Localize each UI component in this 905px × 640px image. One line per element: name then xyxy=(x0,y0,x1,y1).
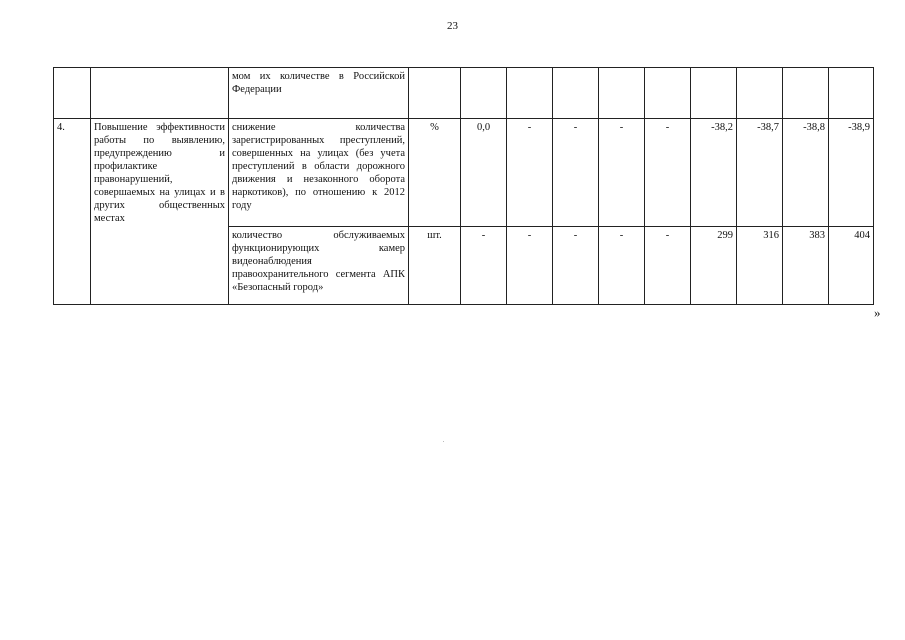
value-cell: 0,0 xyxy=(461,119,507,227)
value-cell: - xyxy=(507,227,553,305)
objective-cell: Повышение эффективности работы по выявлению, предупреждению и профилактике правонарушений, совершаемых на улицах и в других общественных местах xyxy=(91,119,229,305)
objective-cell xyxy=(91,68,229,119)
indicator-cell: количество обслуживаемых функционирующих камер видеонаблюдения правоохранительного сегмента АПК «Безопасный город» xyxy=(229,227,409,305)
value-cell: -38,7 xyxy=(737,119,783,227)
value-cell: 299 xyxy=(691,227,737,305)
value-cell: - xyxy=(645,119,691,227)
value-cell xyxy=(783,68,829,119)
value-cell: 316 xyxy=(737,227,783,305)
value-cell: - xyxy=(553,119,599,227)
value-cell xyxy=(553,68,599,119)
value-cell xyxy=(829,68,874,119)
value-cell: 404 xyxy=(829,227,874,305)
value-cell: - xyxy=(553,227,599,305)
value-cell: - xyxy=(599,227,645,305)
value-cell: -38,2 xyxy=(691,119,737,227)
scan-artifact-dot xyxy=(443,441,444,442)
value-cell: 383 xyxy=(783,227,829,305)
page-number: 23 xyxy=(447,20,458,32)
value-cell: -38,9 xyxy=(829,119,874,227)
value-cell: - xyxy=(645,227,691,305)
unit-cell: шт. xyxy=(409,227,461,305)
program-indicators-table xyxy=(53,67,874,305)
value-cell: -38,8 xyxy=(783,119,829,227)
closing-quote-mark: » xyxy=(874,305,881,320)
indicator-cell: мом их количестве в Российской Федерации xyxy=(229,68,409,119)
value-cell xyxy=(599,68,645,119)
continuation-row xyxy=(54,68,874,119)
unit-cell xyxy=(409,68,461,119)
indicator-cell: снижение количества зарегистрированных преступлений, совершенных на улицах (без учета преступлений в области дорожного движения и незаконного оборота наркотиков), по отношению к 2012 году xyxy=(229,119,409,227)
value-cell xyxy=(461,68,507,119)
indicator-row-crime-reduction xyxy=(54,119,874,227)
row-number-cell xyxy=(54,68,91,119)
value-cell xyxy=(507,68,553,119)
value-cell xyxy=(645,68,691,119)
section-number-cell: 4. xyxy=(54,119,91,305)
unit-cell: % xyxy=(409,119,461,227)
value-cell xyxy=(737,68,783,119)
value-cell: - xyxy=(507,119,553,227)
value-cell: - xyxy=(461,227,507,305)
value-cell: - xyxy=(599,119,645,227)
value-cell xyxy=(691,68,737,119)
